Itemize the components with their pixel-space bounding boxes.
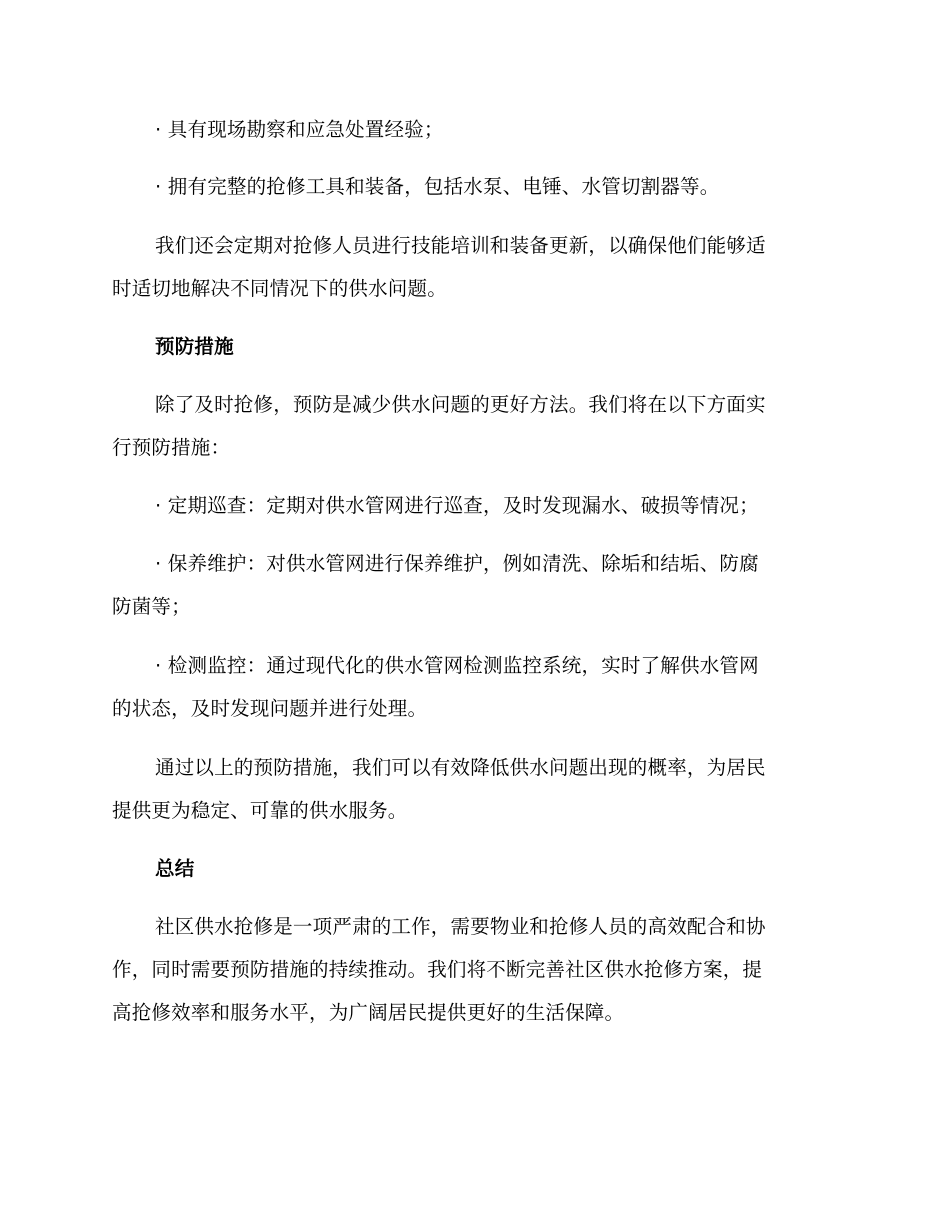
training-paragraph-line-2: 时适切地解决不同情况下的供水问题。: [112, 277, 447, 300]
bullet-repair-tools: · 拥有完整的抢修工具和装备，包括水泵、电锤、水管切割器等。: [155, 175, 720, 198]
training-paragraph-line-1: 我们还会定期对抢修人员进行技能培训和装备更新，以确保他们能够适: [155, 234, 766, 257]
prevention-outro-line-1: 通过以上的预防措施，我们可以有效降低供水问题出现的概率，为居民: [155, 756, 766, 779]
summary-line-1: 社区供水抢修是一项严肃的工作，需要物业和抢修人员的高效配合和协: [155, 915, 766, 938]
summary-line-2: 作，同时需要预防措施的持续推动。我们将不断完善社区供水抢修方案，提: [112, 958, 763, 981]
prevention-item-inspection: · 定期巡查：定期对供水管网进行巡查，及时发现漏水、破损等情况；: [155, 494, 759, 517]
prevention-intro-line-1: 除了及时抢修，预防是减少供水问题的更好方法。我们将在以下方面实: [155, 393, 766, 416]
prevention-item-monitoring-line-2: 的状态，及时发现问题并进行处理。: [112, 697, 428, 720]
prevention-outro-line-2: 提供更为稳定、可靠的供水服务。: [112, 799, 408, 822]
prevention-item-maintenance-line-1: · 保养维护：对供水管网进行保养维护，例如清洗、除垢和结垢、防腐: [155, 552, 759, 575]
prevention-item-monitoring-line-1: · 检测监控：通过现代化的供水管网检测监控系统，实时了解供水管网: [155, 654, 759, 677]
section-heading-summary: 总结: [155, 857, 195, 880]
prevention-item-maintenance-line-2: 防菌等；: [112, 595, 191, 618]
bullet-onsite-experience: · 具有现场勘察和应急处置经验；: [155, 118, 444, 141]
prevention-intro-line-2: 行预防措施：: [112, 436, 231, 459]
summary-line-3: 高抢修效率和服务水平，为广阔居民提供更好的生活保障。: [112, 1001, 625, 1024]
section-heading-prevention: 预防措施: [155, 335, 234, 358]
